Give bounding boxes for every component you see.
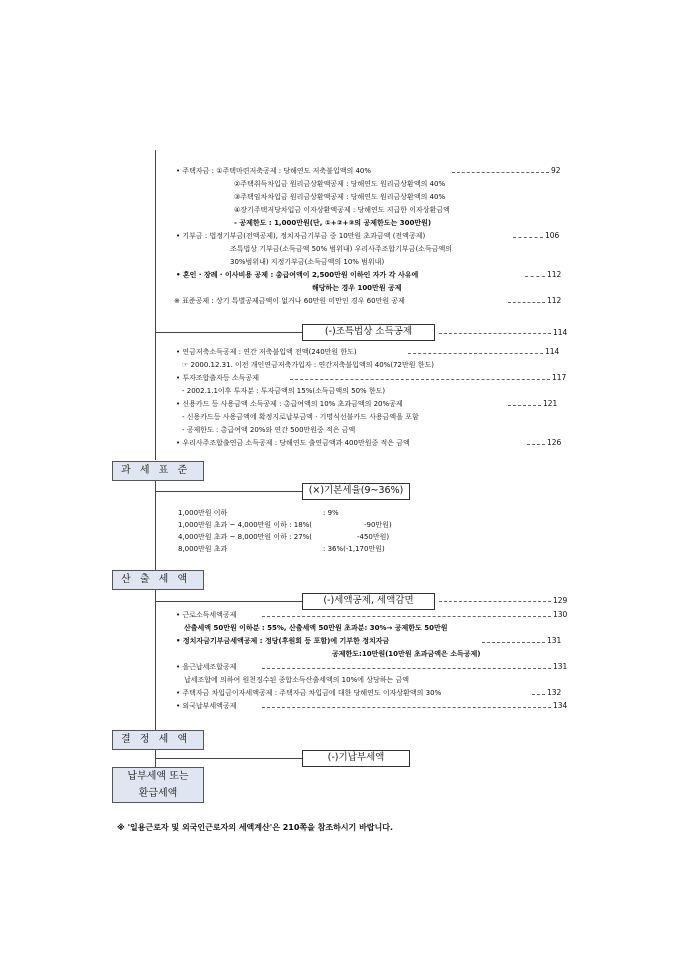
page-ref: 134 (553, 701, 568, 710)
stage-payable-or-refund (112, 767, 204, 803)
housing-fund-line: • 주택자금 : ①주택마련저축공제 : 당해연도 저축불입액의 40% (176, 167, 372, 175)
housing-fund-limit: - 공제한도 : 1,000만원(단, ①+②+③의 공제한도는 300만원) (234, 219, 432, 227)
page-ref: 112 (547, 270, 562, 279)
flow-line-mid1 (155, 480, 156, 570)
stage-calculated-tax: 산 출 세 액 (112, 570, 204, 590)
page-ref: 106 (545, 231, 560, 240)
section-prepaid-tax: (-)기납부세액 (302, 750, 410, 767)
pension-saving-note: ☞ 2000.12.31. 이전 개인연금저축가입자 : 연간저축불입액의 40%(72만원 한도) (182, 361, 434, 369)
leader (532, 694, 545, 695)
section-tax-credit: (-)세액공제, 세액감면 (302, 593, 435, 610)
section-basic-tax-rate: (×)기본세율(9~36%) (302, 483, 410, 500)
earned-income-credit-line: • 근로소득세액공제 (176, 611, 237, 619)
standard-deduction-line: ※ 표준공제 : 상기 특별공제금액이 없거나 60만원 미만인 경우 60만원 공제 (174, 297, 405, 305)
housing-fund-line-2: ②주택취득차입금 원리금상환액공제 : 당해연도 원리금상환액의 40% (234, 180, 446, 188)
pension-saving-line: • 연금저축소득공제 : 연간 저축불입액 전액(240만원 한도) (176, 348, 357, 356)
leader (508, 302, 545, 303)
flow-line-top (155, 150, 156, 460)
connector-sec3 (155, 601, 302, 602)
leader (452, 172, 549, 173)
credit-card-line-3: - 공제한도 : 총급여액 20%와 연간 500만원중 적은 금액 (182, 426, 356, 434)
tax-association-credit-detail: 납세조합에 의하여 원천징수된 종합소득산출세액의 10%에 상당하는 금액 (184, 676, 410, 684)
donation-line-2: 조특법상 기부금(소득금액 50% 범위내) 우리사주조합기부금(소득금액의 (230, 245, 452, 253)
section-special-tax-deduction: (-)조특법상 소득공제 (302, 324, 435, 341)
leader (439, 333, 551, 334)
housing-loan-interest-credit-line: • 주택자금 차입금이자세액공제 : 주택자금 차입금에 대한 당해연도 이자상환액의 30% (176, 689, 442, 697)
page-ref: 131 (547, 636, 562, 645)
rate-row-1-value: : 9% (323, 509, 339, 517)
rate-row-2-range: 1,000만원 초과 ~ 4,000만원 이하 : 18%( (178, 521, 313, 529)
leader (527, 444, 545, 445)
investment-line: • 투자조합출자등 소득공제 (176, 374, 259, 382)
leader (262, 668, 551, 669)
connector-sec1 (155, 332, 302, 333)
leader (525, 276, 545, 277)
footnote: ※ '일용근로자 및 외국인근로자의 세액계산'은 210쪽을 참조하시기 바랍니다. (117, 823, 394, 832)
investment-line-2: - 2002.1.1이후 투자분 : 투자금액의 15%(소득금액의 50% 한도) (182, 387, 386, 395)
donation-line: • 기부금 : 법정기부금(전액공제), 정치자금기부금 중 10만원 초과금액 (전액공제) (176, 232, 426, 240)
marriage-funeral-line: • 혼인 · 장례 · 이사비용 공제 : 총급여액이 2,500만원 이하인 자가 각 사유에 (176, 271, 419, 279)
credit-card-line: • 신용카드 등 사용금액 소득공제 : 총급여액의 10% 초과금액의 20%공제 (176, 400, 403, 408)
stage-determined-tax: 결 정 세 액 (112, 730, 204, 750)
page-ref: 112 (547, 296, 562, 305)
political-donation-credit-line: • 정치자금기부금세액공제 : 정당(후원회 등 포함)에 기부한 정치자금 (176, 637, 390, 645)
credit-card-line-2: - 신용카드등 사용금액에 확정지로납부금액 · 기명식선불카드 사용금액을 포함 (182, 413, 419, 421)
rate-row-4-value: : 36%(-1,170만원) (323, 545, 385, 553)
leader (513, 237, 543, 238)
page-ref: 117 (552, 373, 567, 382)
connector-sec4 (155, 758, 302, 759)
leader (482, 642, 545, 643)
leader (290, 379, 550, 380)
political-donation-credit-limit: 공제한도:10만원(10만원 초과금액은 소득공제) (332, 650, 481, 658)
rate-row-2-value: -90만원) (364, 521, 392, 529)
leader (439, 601, 551, 602)
page-ref: 92 (551, 166, 561, 175)
flow-line-mid2 (155, 590, 156, 730)
donation-line-3: 30%범위내) 지정기부금(소득금액의 10% 범위내) (230, 258, 385, 266)
earned-income-credit-detail: 산출세액 50만원 이하분 : 55%, 산출세액 50만원 초과분: 30%→ 공제한도 50만원 (184, 624, 448, 632)
leader (262, 707, 551, 708)
page-ref: 121 (543, 399, 558, 408)
connector-sec2 (155, 491, 302, 492)
housing-fund-line-3: ③주택임차차입금 원리금상환액공제 : 당해연도 원리금상환액의 40% (234, 193, 446, 201)
stage-tax-base: 과 세 표 준 (112, 461, 204, 481)
leader (508, 405, 541, 406)
rate-row-3-range: 4,000만원 초과 ~ 8,000만원 이하 : 27%( (178, 533, 313, 541)
leader (262, 616, 551, 617)
page-ref: 130 (553, 610, 568, 619)
page-ref: 126 (547, 438, 562, 447)
foreign-tax-credit-line: • 외국납부세액공제 (176, 702, 237, 710)
tax-association-credit-line: • 을근납세조합공제 (176, 663, 237, 671)
stage-payable-line-1: 납부세액 또는 (127, 771, 189, 782)
page-ref: 114 (553, 328, 568, 337)
page-ref: 131 (553, 662, 568, 671)
page-ref: 129 (553, 596, 568, 605)
page-ref: 114 (545, 347, 560, 356)
employee-stock-line: • 우리사주조합출연금 소득공제 : 당해연도 출연금액과 400만원중 적은 금액 (176, 439, 410, 447)
page-ref: 132 (547, 688, 562, 697)
rate-row-4-range: 8,000만원 초과 (178, 545, 228, 553)
marriage-funeral-line-2: 해당하는 경우 100만원 공제 (312, 284, 402, 292)
rate-row-3-value: -450만원) (357, 533, 390, 541)
stage-payable-line-2: 환급세액 (138, 788, 178, 799)
housing-fund-line-4: ④장기주택저당차입금 이자상환액공제 : 당해연도 지급한 이자상환금액 (234, 206, 450, 214)
leader (408, 353, 543, 354)
rate-row-1-range: 1,000만원 이하 (178, 509, 228, 517)
